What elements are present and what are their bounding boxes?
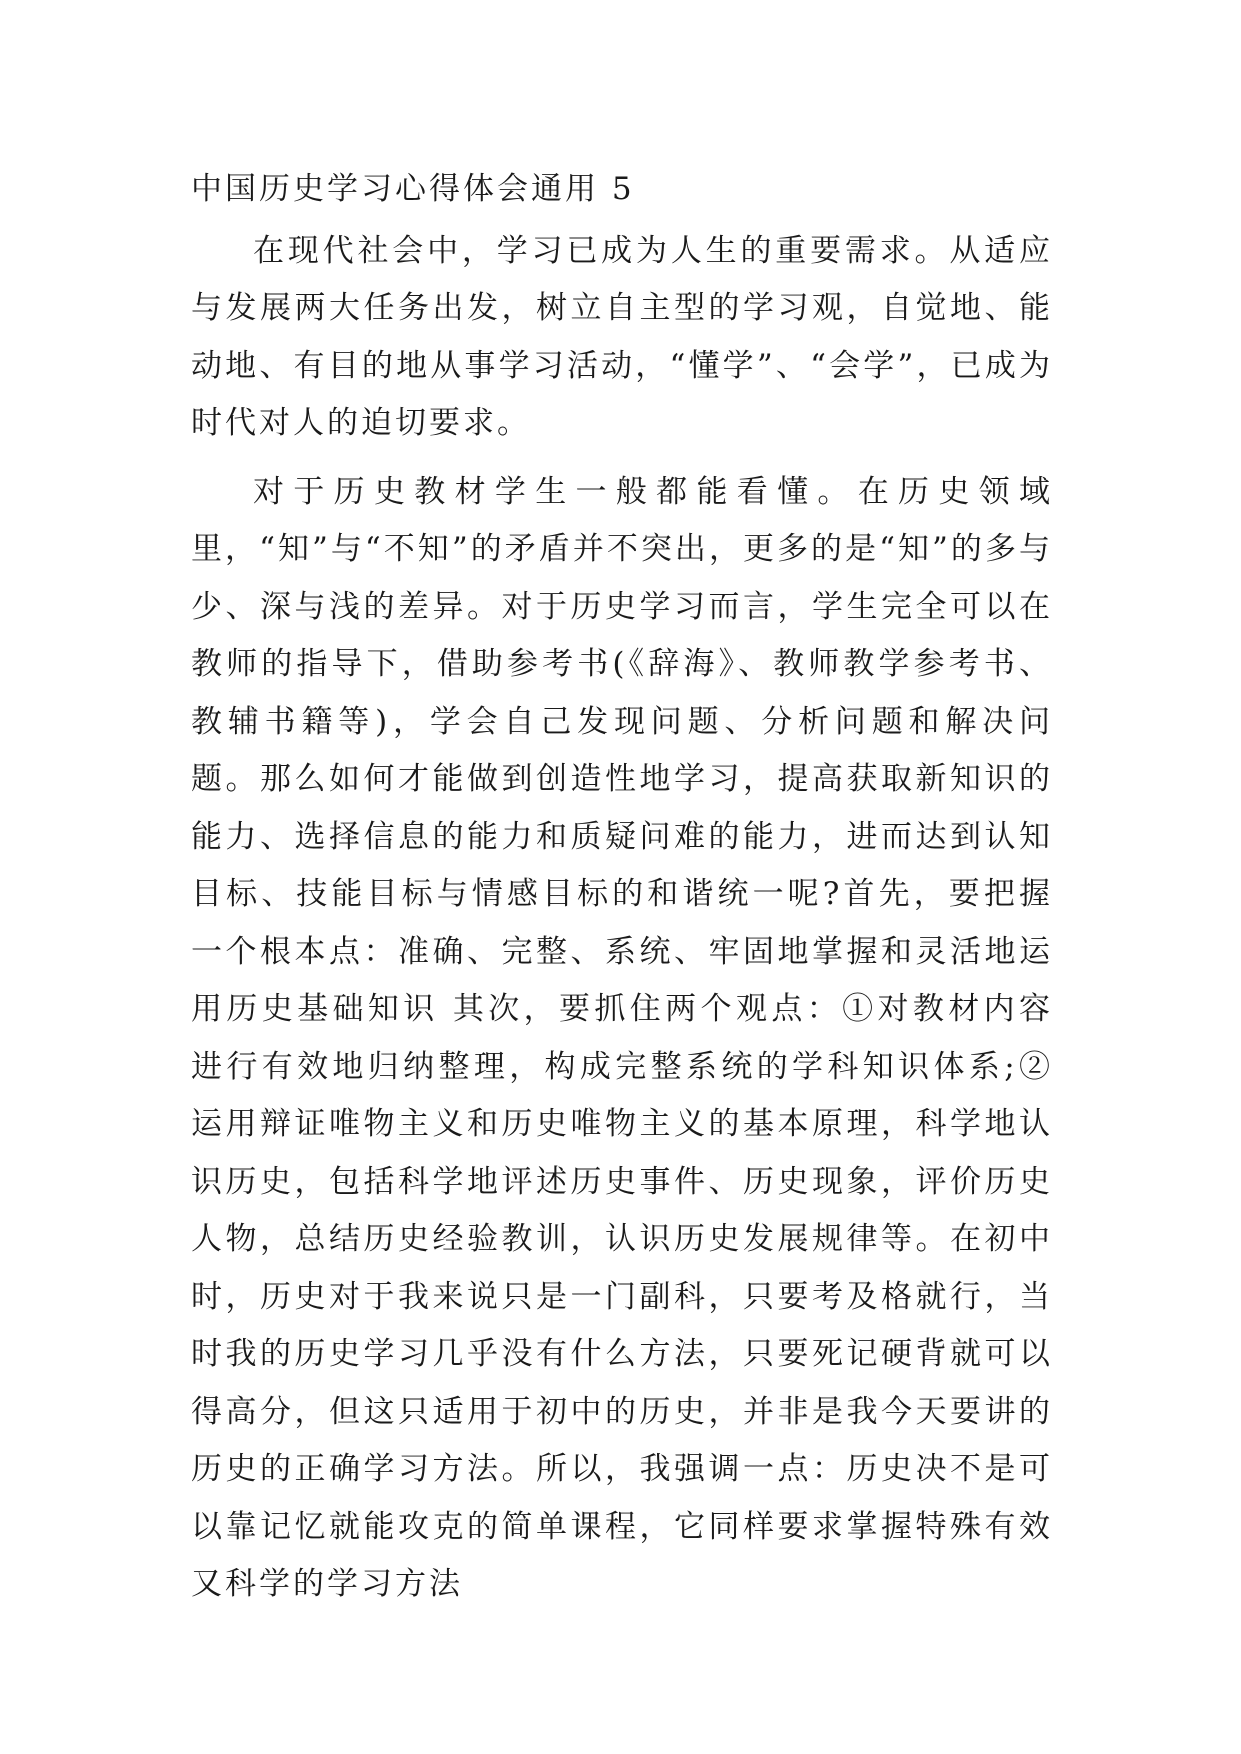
paragraph-intro: 在现代社会中，学习已成为人生的重要需求。从适应与发展两大任务出发，树立自主型的学习观，自觉地、能动地、有目的地从事学习活动，“懂学”、“会学”，已成为时代对人的迫切要求。: [191, 232, 1053, 441]
document-body: [191, 161, 1053, 1625]
document-title: 中国历史学习心得体会通用 5: [191, 171, 635, 207]
paragraph-main: 对于历史教材学生一般都能看懂。在历史领域里，“知”与“不知”的矛盾并不突出，更多的是“知”的多与少、深与浅的差异。对于历史学习而言，学生完全可以在教师的指导下，借助参考书(《辞海》、教师教学参考书、教辅书籍等)，学会自己发现问题、分析问题和解决问题。那么如何才能做到创造性地学习，提高获取新知识的能力、选择信息的能力和质疑问难的能力，进而达到认知目标、技能目标与情感目标的和谐统一呢?首先，要把握一个根本点：准确、完整、系统、牢固地掌握和灵活地运用历史基础知识 其次，要抓住两个观点：①对教材内容进行有效地归纳整理，构成完整系统的学科知识体系;②运用辩证唯物主义和历史唯物主义的基本原理，科学地认识历史，包括科学地评述历史事件、历史现象，评价历史人物，总结历史经验教训，认识历史发展规律等。在初中时，历史对于我来说只是一门副科，只要考及格就行，当时我的历史学习几乎没有什么方法，只要死记硬背就可以得高分，但这只适用于初中的历史，并非是我今天要讲的历史的正确学习方法。所以，我强调一点：历史决不是可以靠记忆就能攻克的简单课程，它同样要求掌握特殊有效又科学的学习方法: [191, 473, 1053, 1602]
